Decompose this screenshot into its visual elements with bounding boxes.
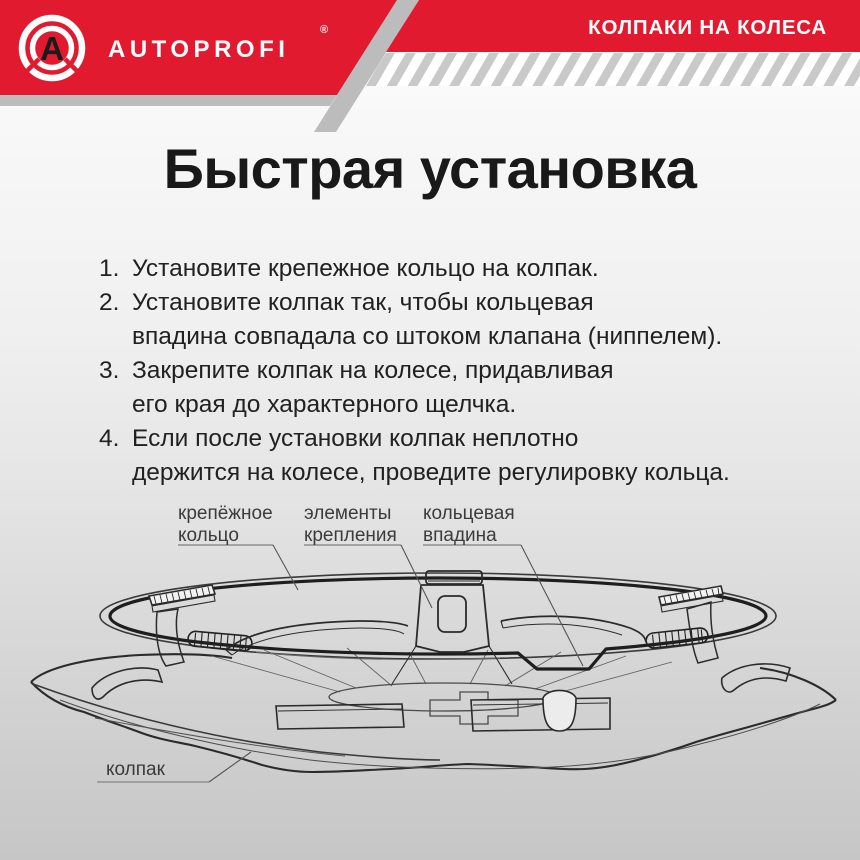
lower-tab-left	[92, 668, 162, 699]
logo-letter: A	[40, 30, 64, 67]
brand-wordmark: AUTOPROFI	[108, 36, 290, 63]
page-title: Быстрая установка	[163, 137, 697, 200]
label-groove-line1: кольцевая	[423, 503, 515, 524]
lower-tab-right	[722, 664, 790, 692]
cap-shell	[31, 654, 836, 772]
installation-steps-list	[99, 252, 799, 490]
step-line	[99, 252, 799, 286]
hatched-stripe-strip	[365, 53, 860, 86]
step-text: его края до характерного щелчка.	[132, 391, 517, 418]
step-text: Закрепите колпак на колесе, придавливая	[132, 357, 614, 384]
label-cap: колпак	[106, 759, 165, 780]
label-clips-line2: крепления	[304, 525, 397, 546]
u-clip	[543, 690, 576, 731]
step-line	[99, 388, 799, 422]
step-line	[99, 354, 799, 388]
header-shadow-strip	[0, 95, 337, 106]
step-text: Установите крепежное кольцо на колпак.	[132, 255, 599, 282]
step-line	[99, 422, 799, 456]
step-number: 4.	[99, 425, 120, 452]
step-text: Установите колпак так, чтобы кольцевая	[132, 289, 594, 316]
label-ring-line2: кольцо	[178, 525, 239, 546]
step-text: впадина совпадала со штоком клапана (ниппелем).	[132, 323, 723, 350]
step-number: 2.	[99, 289, 120, 316]
step-line	[99, 286, 799, 320]
step-text: Если после установки колпак неплотно	[132, 425, 579, 452]
step-line	[99, 320, 799, 354]
center-hub	[329, 683, 557, 724]
mounting-clip	[392, 571, 512, 684]
label-clips-line1: элементы	[304, 503, 392, 524]
autoprofi-logo-icon	[22, 18, 82, 78]
step-number: 1.	[99, 255, 120, 282]
label-groove-line2: впадина	[423, 525, 497, 546]
bracket-right	[659, 586, 723, 663]
step-text: держится на колесе, проведите регулировку кольца.	[132, 459, 730, 486]
step-number: 3.	[99, 357, 120, 384]
wheel-cover-diagram	[0, 480, 860, 820]
product-category-title: КОЛПАКИ НА КОЛЕСА	[588, 16, 827, 39]
registered-trademark-sign: ®	[320, 24, 329, 36]
inner-wall-right	[501, 616, 646, 642]
header-banner	[0, 0, 860, 135]
label-ring-line1: крепёжное	[178, 503, 273, 524]
